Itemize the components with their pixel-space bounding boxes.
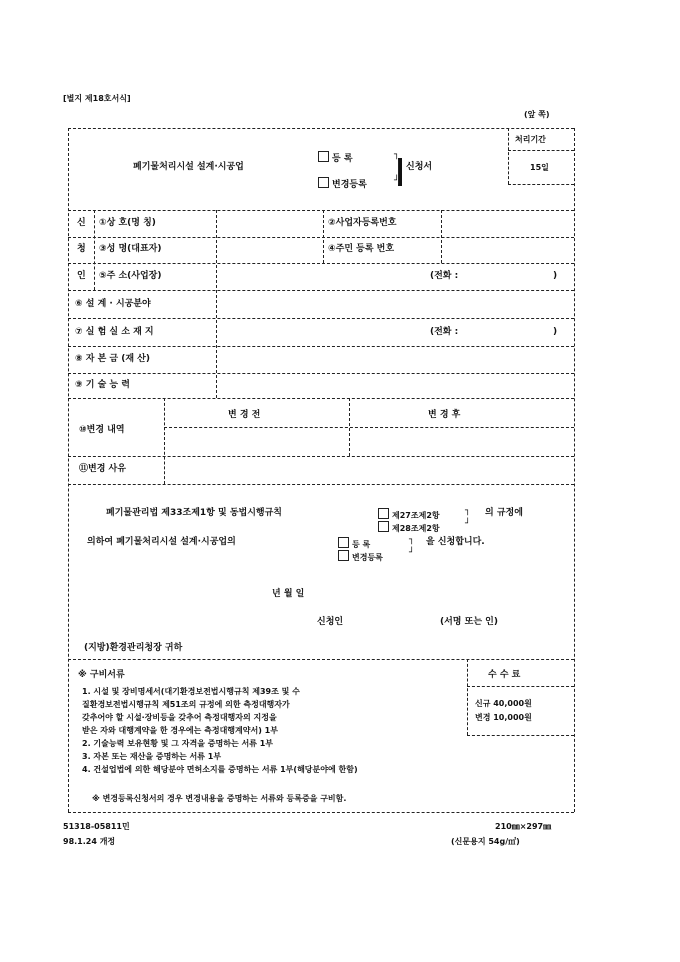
row-line <box>68 237 574 238</box>
applicant-side-char: 신 <box>77 218 86 228</box>
article2-checkbox[interactable] <box>378 521 389 532</box>
brace-bottom: ┘ <box>409 548 415 558</box>
address-phone-close: ) <box>553 271 558 281</box>
brace-bottom: ┘ <box>394 176 400 186</box>
frame-bottom <box>68 812 574 813</box>
decl-register-checkbox[interactable] <box>338 537 349 548</box>
declaration-line2-end: 을 신청합니다. <box>426 537 485 547</box>
decl-register-label: 등 록 <box>352 540 371 549</box>
address-label: ⑤주 소(사업장) <box>99 271 162 281</box>
article2-label: 제28조제2항 <box>392 524 440 533</box>
paper-size: 210㎜×297㎜ <box>495 822 552 831</box>
brace-line <box>398 158 402 186</box>
recipient: (지방)환경관리청장 귀하 <box>84 643 183 653</box>
article1-label: 제27조제2항 <box>392 511 440 520</box>
signature-field[interactable]: (서명 또는 인) <box>440 617 498 627</box>
row-line <box>68 290 574 291</box>
fee-header-line <box>467 686 574 687</box>
processing-label: 처리기간 <box>515 135 546 144</box>
paper-type: (신문용지 54g/㎡) <box>451 837 520 846</box>
change-header-line <box>164 427 574 428</box>
documents-heading: ※ 구비서류 <box>78 670 125 680</box>
front-side-label: (앞 쪽) <box>524 110 550 119</box>
title-option-change[interactable] <box>318 177 367 190</box>
declaration-line1: 폐기물관리법 제33조제1항 및 동법시행규칙 <box>106 508 282 518</box>
title-option-register[interactable] <box>318 151 353 164</box>
fee-new: 신규 40,000원 <box>475 699 532 708</box>
address-phone-label: (전화 : <box>430 271 459 281</box>
applicant-side-char: 청 <box>77 244 86 254</box>
fee-box-bottom <box>467 735 574 736</box>
declaration-line2: 의하여 폐기물처리시설 설계·시공업의 <box>87 537 236 547</box>
row-line <box>68 373 574 374</box>
applicant-signature-label: 신청인 <box>317 617 344 627</box>
document-item: 질환경보전법시행규칙 제51조의 규정에 의한 측정대행자가 <box>82 700 290 709</box>
frame-top <box>68 128 574 129</box>
decl-change-option[interactable] <box>338 550 383 562</box>
processing-box-bottom <box>508 184 574 185</box>
company-name-label: ①상 호(명 칭) <box>99 218 156 228</box>
mid-col-line <box>323 210 324 263</box>
document-item: 받은 자와 대행계약을 한 경우에는 측정대행계약서) 1부 <box>82 726 278 735</box>
title-prefix: 폐기물처리시설 설계·시공업 <box>133 162 244 172</box>
document-item: 4. 건설업법에 의한 해당분야 면허소지를 증명하는 서류 1부(해당분야에 한함) <box>82 765 358 774</box>
change-reason-label: ⑪변경 사유 <box>79 464 126 474</box>
form-code: 51318-05811민 <box>63 822 130 831</box>
applicant-side-char: 인 <box>77 271 86 281</box>
change-after-label: 변 경 후 <box>428 410 461 420</box>
change-details-label: ⑩변경 내역 <box>79 425 125 435</box>
biz-reg-label: ②사업자등록번호 <box>328 218 397 228</box>
form-number: [별지 제18호서식] <box>63 94 131 103</box>
row-line <box>68 346 574 347</box>
capital-label: ⑧ 자 본 금 (재 산) <box>75 354 150 364</box>
row-line <box>68 210 574 211</box>
design-area-label: ⑥ 설 계 · 시공분야 <box>75 299 151 309</box>
article1-option[interactable] <box>378 508 440 520</box>
brace-top: ┐ <box>465 506 471 516</box>
fee-change: 변경 10,000원 <box>475 713 532 722</box>
change-before-label: 변 경 전 <box>228 410 261 420</box>
fee-heading: 수 수 료 <box>488 670 521 680</box>
row-line <box>68 398 574 399</box>
brace-top: ┐ <box>394 150 400 160</box>
processing-box-left <box>508 128 509 184</box>
change-col-line <box>164 398 165 484</box>
label-col-line <box>216 210 217 398</box>
title-suffix: 신청서 <box>406 162 433 172</box>
lab-phone-label: (전화 : <box>430 327 459 337</box>
document-item: 갖추어야 할 시설·장비등을 갖추어 측정대행자의 지정을 <box>82 713 277 722</box>
lab-phone-close: ) <box>553 327 558 337</box>
document-item: 2. 기술능력 보유현황 및 그 자격을 증명하는 서류 1부 <box>82 739 274 748</box>
register-checkbox[interactable] <box>318 151 329 162</box>
declaration-line1-end: 의 규정에 <box>485 508 523 518</box>
resident-no-label: ④주민 등록 번호 <box>328 244 395 254</box>
document-item: 3. 자본 또는 재산을 증명하는 서류 1부 <box>82 752 222 761</box>
change-checkbox[interactable] <box>318 177 329 188</box>
row-line <box>68 318 574 319</box>
row-line <box>68 484 574 485</box>
register-label: 등 록 <box>332 154 353 164</box>
tech-capability-label: ⑨ 기 술 능 력 <box>75 380 130 390</box>
brace-top: ┐ <box>409 535 415 545</box>
mid-col-line-2 <box>441 210 442 263</box>
decl-change-label: 변경등록 <box>352 553 383 562</box>
frame-right <box>574 128 575 812</box>
decl-change-checkbox[interactable] <box>338 550 349 561</box>
application-date[interactable]: 년 월 일 <box>272 589 305 599</box>
applicant-col-line <box>94 210 95 290</box>
brace-bottom: ┘ <box>465 519 471 529</box>
fee-box-left <box>467 659 468 735</box>
documents-top-line <box>68 659 574 660</box>
article2-option[interactable] <box>378 521 440 533</box>
processing-box-mid <box>508 150 574 151</box>
representative-label: ③성 명(대표자) <box>99 244 162 254</box>
row-line <box>68 456 574 457</box>
article1-checkbox[interactable] <box>378 508 389 519</box>
revision-date: 98.1.24 개정 <box>63 837 116 846</box>
documents-note: ※ 변경등록신청서의 경우 변경내용을 증명하는 서류와 등록증을 구비함. <box>92 794 347 803</box>
processing-value: 15일 <box>530 163 549 172</box>
change-label: 변경등록 <box>332 180 367 190</box>
decl-register-option[interactable] <box>338 537 370 549</box>
row-line <box>68 263 574 264</box>
frame-left <box>68 128 69 812</box>
document-item: 1. 시설 및 장비명세서(대기환경보전법시행규칙 제39조 및 수 <box>82 687 300 696</box>
lab-location-label: ⑦ 실 험 실 소 재 지 <box>75 327 154 337</box>
